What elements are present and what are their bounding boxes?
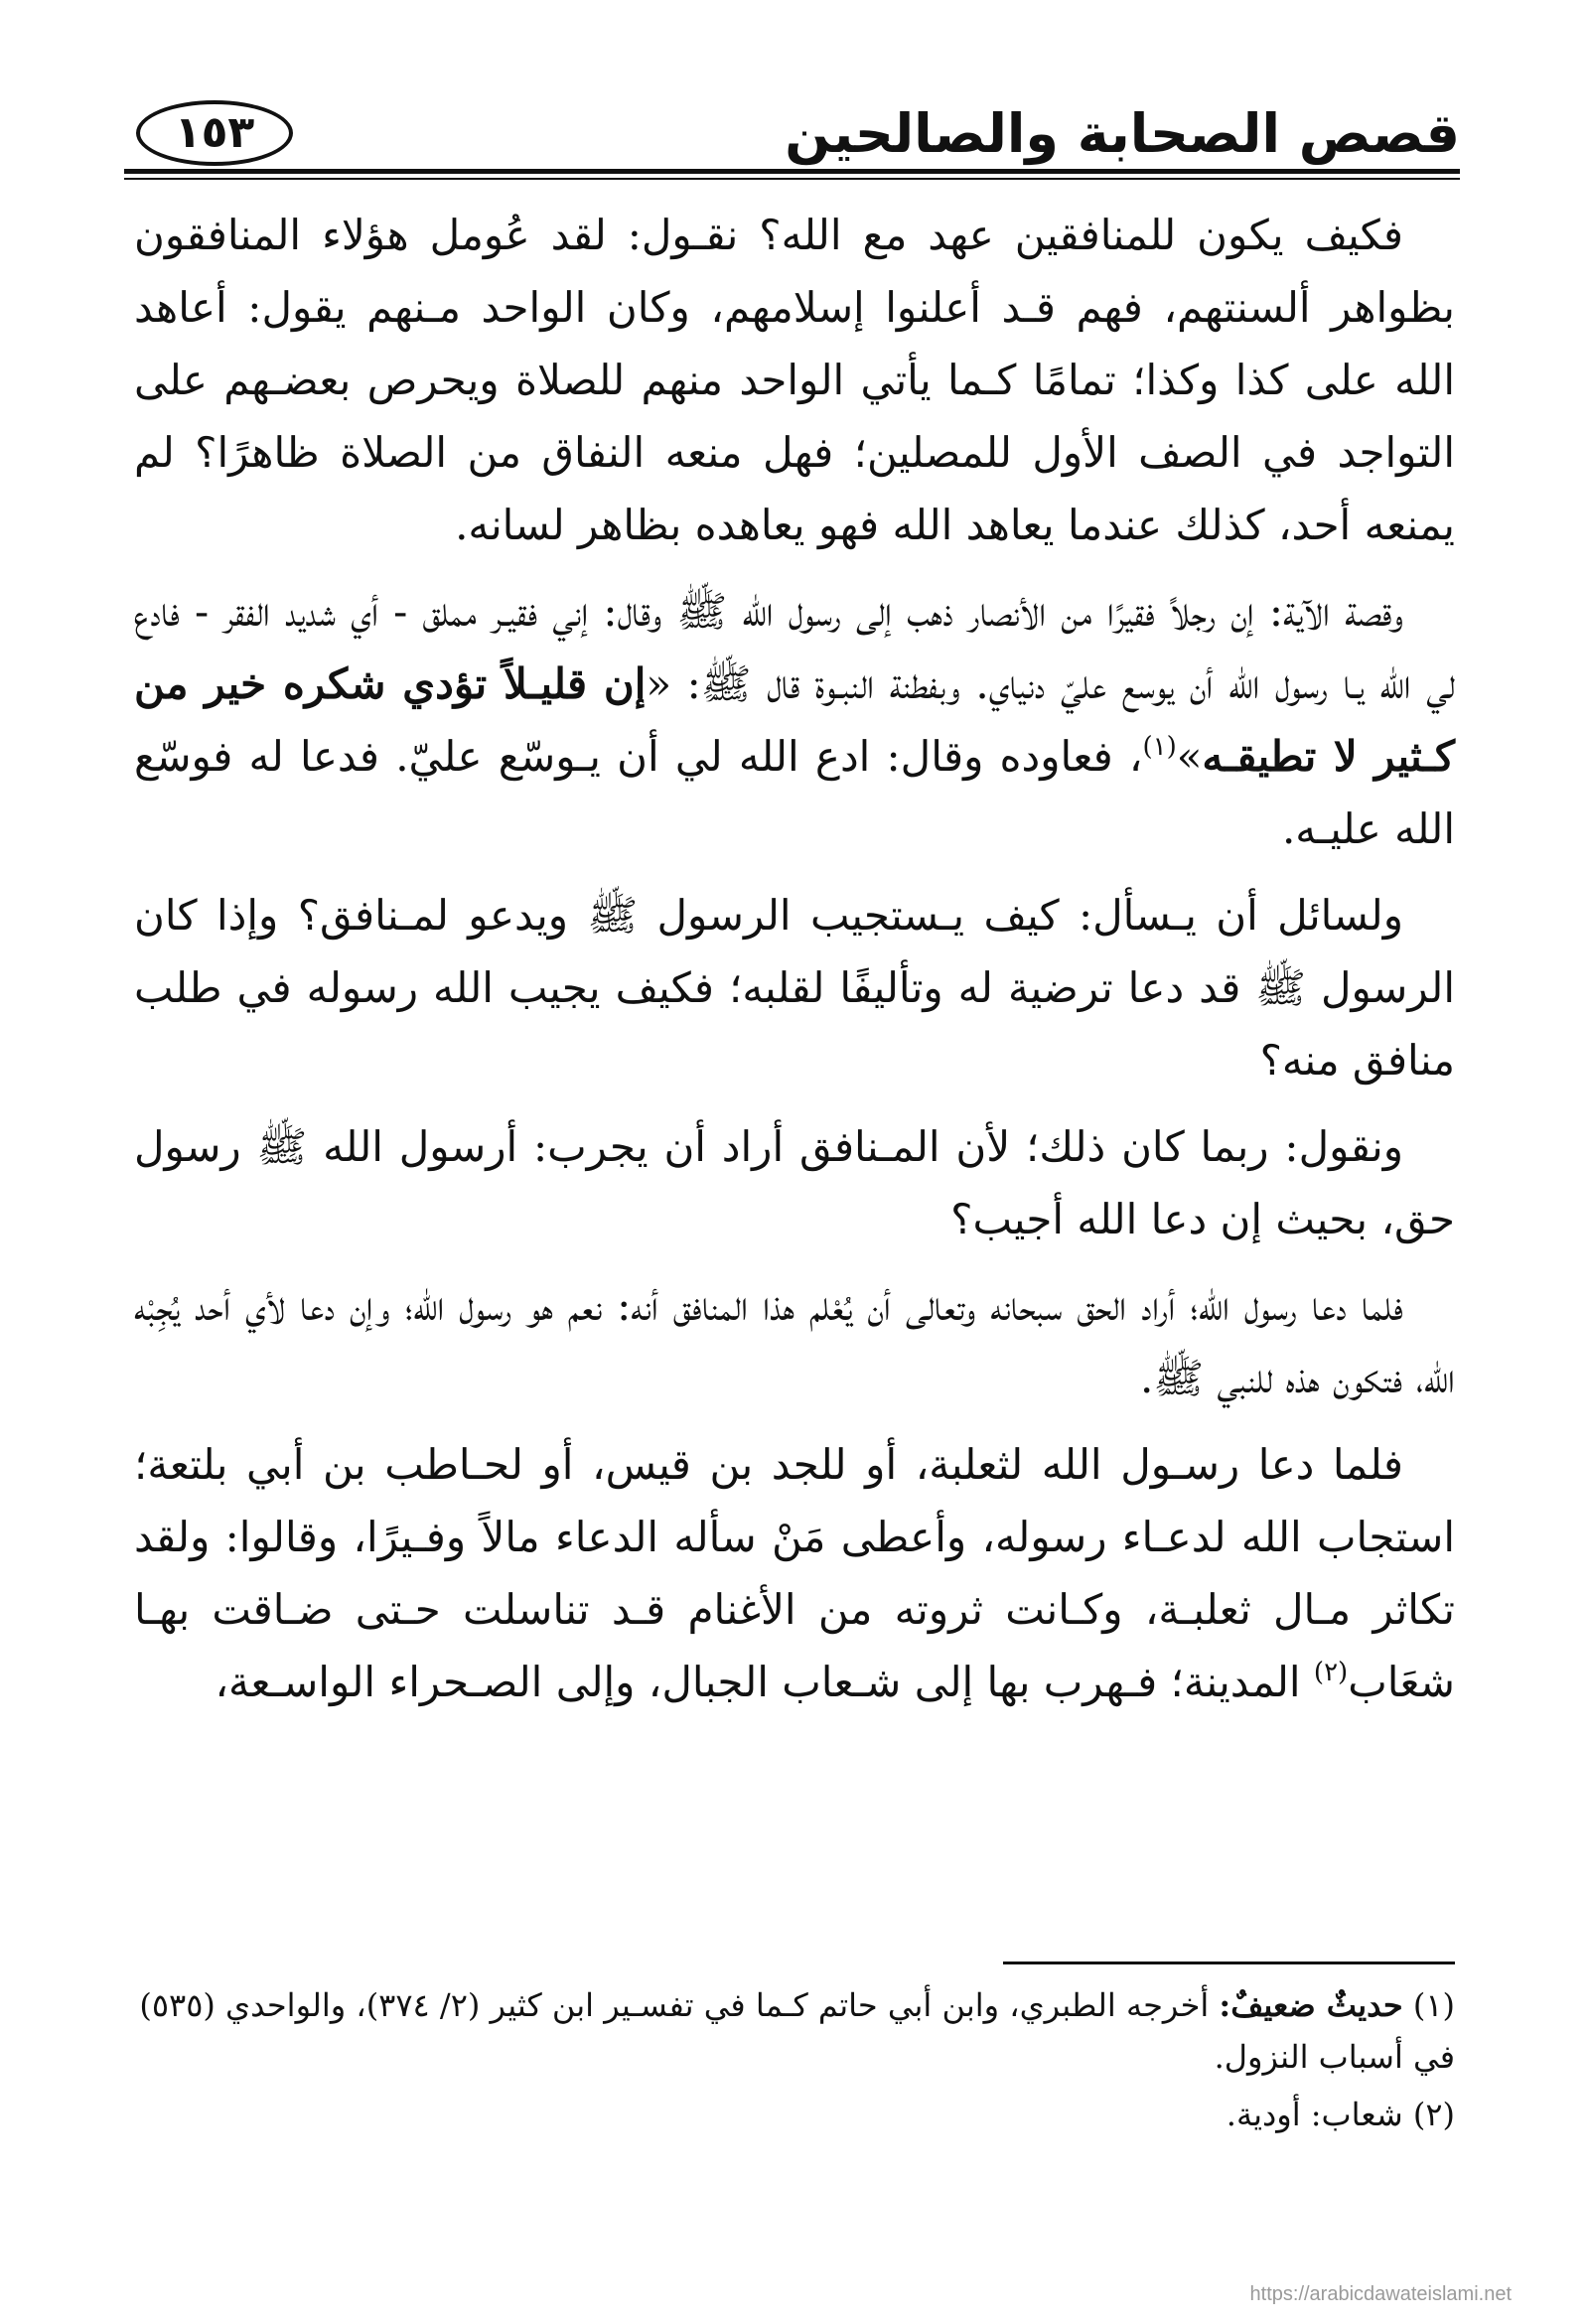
source-watermark: https://arabicdawateislami.net — [1249, 2283, 1512, 2305]
footnote-1 — [134, 1979, 1455, 2083]
paragraph-4: ونقول: ربما كان ذلك؛ لأن المـنافق أراد أن يجرب: أرسول الله ﷺ رسول حق، بحيث إن دعا الله أجيب؟ — [134, 1122, 1455, 1243]
paragraph-1: فكيف يكون للمنافقين عهد مع الله؟ نقـول: لقد عُومل هؤلاء المنافقون بظواهر ألسنتهم، فهم قـد أعلنوا إسلامهم، وكان الواحد مـنهم يقول: أعاهد الله على كذا وكذا؛ تمامًا كـما يأتي الواحد منهم للصلاة ويحرص بعضـهم على التواجد في الصف الأول للمصلين؛ فهل منعه النفاق من الصلاة ظاهرًا؟ لم يمنعه أحد، كذلك عندما يعاهد الله فهو يعاهده بظاهر لسانه. — [134, 211, 1455, 549]
paragraph-3: ولسائل أن يـسأل: كيف يـستجيب الرسول ﷺ ويدعو لمـنافق؟ وإذا كان الرسول ﷺ قد دعا ترضية له وتأليفًا لقلبه؛ فكيف يجيب الله رسوله في طلب منافق منه؟ — [134, 891, 1455, 1085]
page-number-frame — [136, 100, 293, 166]
paragraph-6 — [134, 1428, 1455, 1718]
paragraph-2 — [134, 575, 1455, 865]
paragraph-6-tail: المدينة؛ فـهرب بها إلى شـعاب الجبال، وإلى الصـحراء الواسـعة، — [215, 1658, 1314, 1706]
paragraph-2-intro: وقصة الآية: إن رجلاً فقيرًا من الأنصار ذهب إلى رسول الله ﷺ وقال: إني فقيـر مملق - أي شديد الفقر - فادع لي الله يـا رسول الله أن يوسع عليّ دنياي. وبفطنة النبـوة قال ﷺ: « — [134, 587, 1455, 708]
footnote-label: حديثٌ ضعيفٌ: — [1219, 1986, 1403, 2024]
footnote-ref-2[interactable]: (٢) — [1313, 1658, 1349, 1687]
footnote-2 — [134, 2089, 1455, 2140]
hadith-quote: إن قليـلاً تؤدي شكره خير من كـثير لا تطيقـه — [134, 659, 1456, 781]
paragraph-6-text: فلما دعا رسـول الله لثعلبة، أو للجد بن قيس، أو لحـاطب بن أبي بلتعة؛ استجاب الله لدعـاء رسوله، وأعطى مَنْ سأله الدعاء مالاً وفـيرًا، وقالوا: ولقد تكاثر مـال ثعلبـة، وكـانت ثروته من الأغنام قـد تناسلت حـتى ضـاقت بهـا شعَاب — [134, 1440, 1455, 1706]
header-rule-thin — [124, 178, 1460, 180]
quote-close: » — [1176, 732, 1203, 781]
footnote-text: شعاب: أودية. — [1226, 2096, 1403, 2133]
footnote-separator — [1003, 1961, 1455, 1964]
paragraph-5: فلما دعا رسول الله؛ أراد الحق سبحانه وتعالى أن يُعْلم هذا المنافق أنه: نعم هو رسول الله؛ وإن دعا لأي أحد يُجِبْه الله، فتكون هذه للنبي ﷺ. — [134, 1281, 1455, 1402]
book-title: قصص الصحابة والصالحين — [785, 102, 1460, 165]
footnote-ref-1[interactable]: (١) — [1142, 732, 1177, 762]
page-number: ١٥٣ — [174, 107, 255, 158]
footnotes — [134, 1979, 1455, 2146]
footnote-number: (١) — [1412, 1986, 1455, 2024]
paragraph-2-tail: ، فعاوده وقال: ادع الله لي أن يـوسّع عليّ. فدعا له فوسّع الله عليـه. — [134, 732, 1455, 853]
footnote-number: (٢) — [1412, 2096, 1455, 2133]
footnote-text: أخرجه الطبري، وابن أبي حاتم كـما في تفسـير ابن كثير (٢/ ٣٧٤)، والواحدي (٥٣٥) في أسباب النزول. — [139, 1986, 1455, 2076]
page-header — [124, 94, 1460, 174]
header-rule — [124, 169, 1460, 174]
body-text — [134, 199, 1455, 1732]
